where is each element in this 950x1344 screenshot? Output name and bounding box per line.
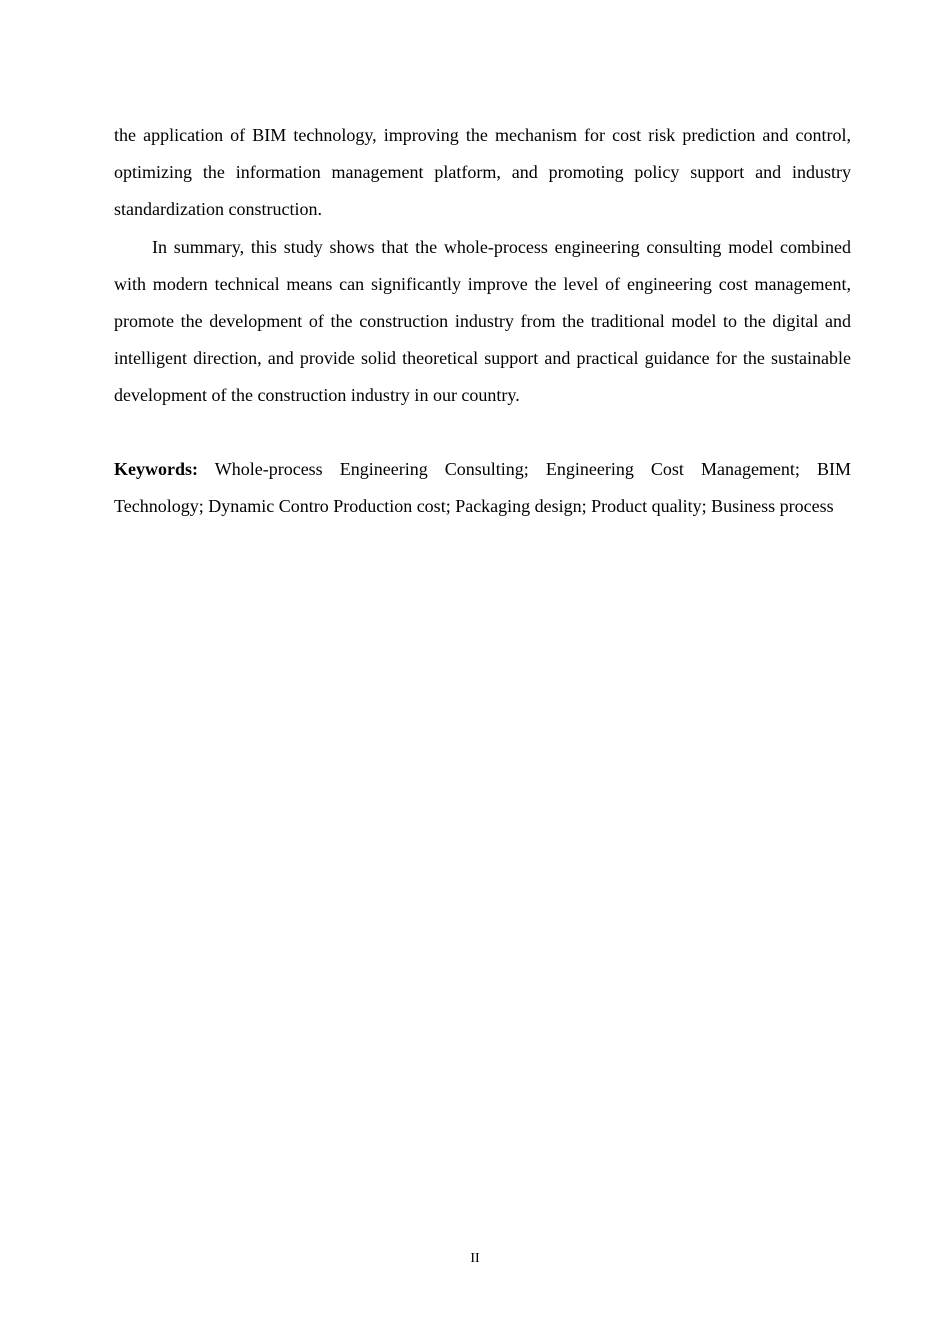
keywords-label: Keywords:: [114, 459, 198, 480]
page-number: II: [470, 1251, 480, 1266]
keywords-text: Whole-process Engineering Consulting; Engineering Cost Management; BIM Technology; Dynamic Contro Production cost; Packaging design; Product quality; Business process: [114, 459, 851, 517]
paragraph-summary: In summary, this study shows that the whole-process engineering consulting model combined with modern technical means can significantly improve the level of engineering cost management, promote the development of the construction industry from the traditional model to the digital and intelligent direction, and provide solid theoretical support and practical guidance for the sustainable development of the construction industry in our country.: [114, 237, 851, 405]
abstract-body: [114, 117, 851, 525]
paragraph-continuation: the application of BIM technology, improving the mechanism for cost risk prediction and control, optimizing the information management platform, and promoting policy support and industry standardization construction.: [114, 125, 851, 219]
keywords-line: [114, 451, 851, 525]
